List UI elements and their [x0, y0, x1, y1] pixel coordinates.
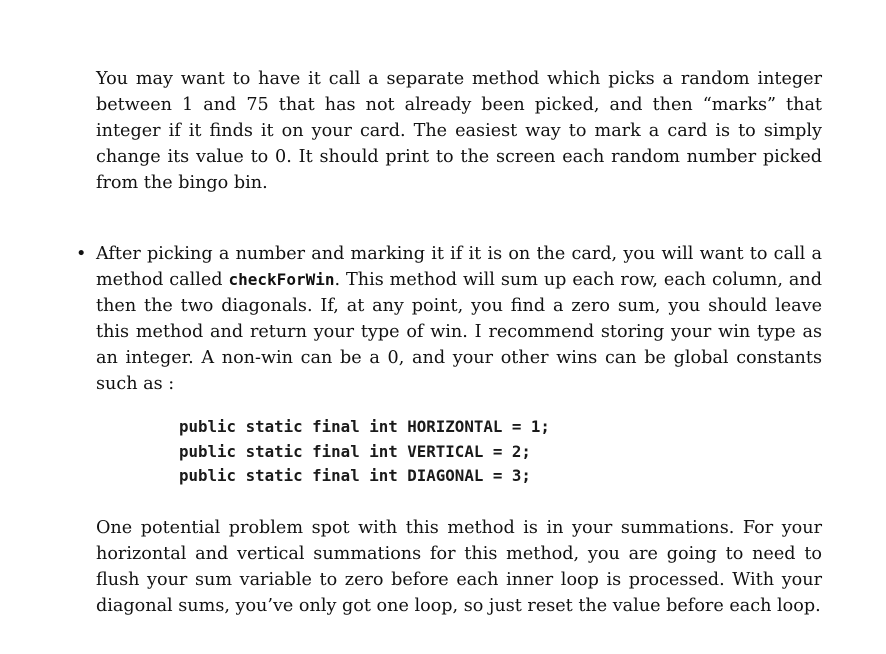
code-line-horizontal: public static final int HORIZONTAL = 1; — [179, 417, 550, 436]
paragraph-check-for-win — [96, 241, 822, 397]
code-line-diagonal: public static final int DIAGONAL = 3; — [179, 466, 531, 485]
paragraph-summation-problem: One potential problem spot with this method is in your summations. For your horizontal and vertical summations for this method, you are going to need to flush your sum variable to zero before each inner loop is processed. With your diagonal sums, you’ve only got one loop, so just reset the value before each loop. — [96, 518, 822, 616]
code-line-vertical: public static final int VERTICAL = 2; — [179, 441, 531, 461]
code-block-constants — [179, 415, 550, 489]
inline-code-method-name: checkForWin — [228, 270, 335, 289]
paragraph-random-pick: You may want to have it call a separate method which picks a random integer between 1 and 75 that has not already been picked, and then “marks” that integer if it finds it on your card. The easiest way to mark a card is to simply change its value to 0. It should print to the screen each random number picked from the bingo bin. — [96, 69, 822, 193]
bullet-marker: • — [76, 244, 87, 264]
paragraph-2-text-after: . This method will sum up each row, each column, and then the two diagonals. If, at any point, you find a zero sum, you should leave this method and return your type of win. I recommend storing your win type as an integer. A non-win can be a 0, and your other wins can be global constants such as : — [96, 270, 822, 394]
paragraph-2-text-before: After picking a number and marking it if it is on the card, you will want to call a method called — [96, 244, 822, 290]
